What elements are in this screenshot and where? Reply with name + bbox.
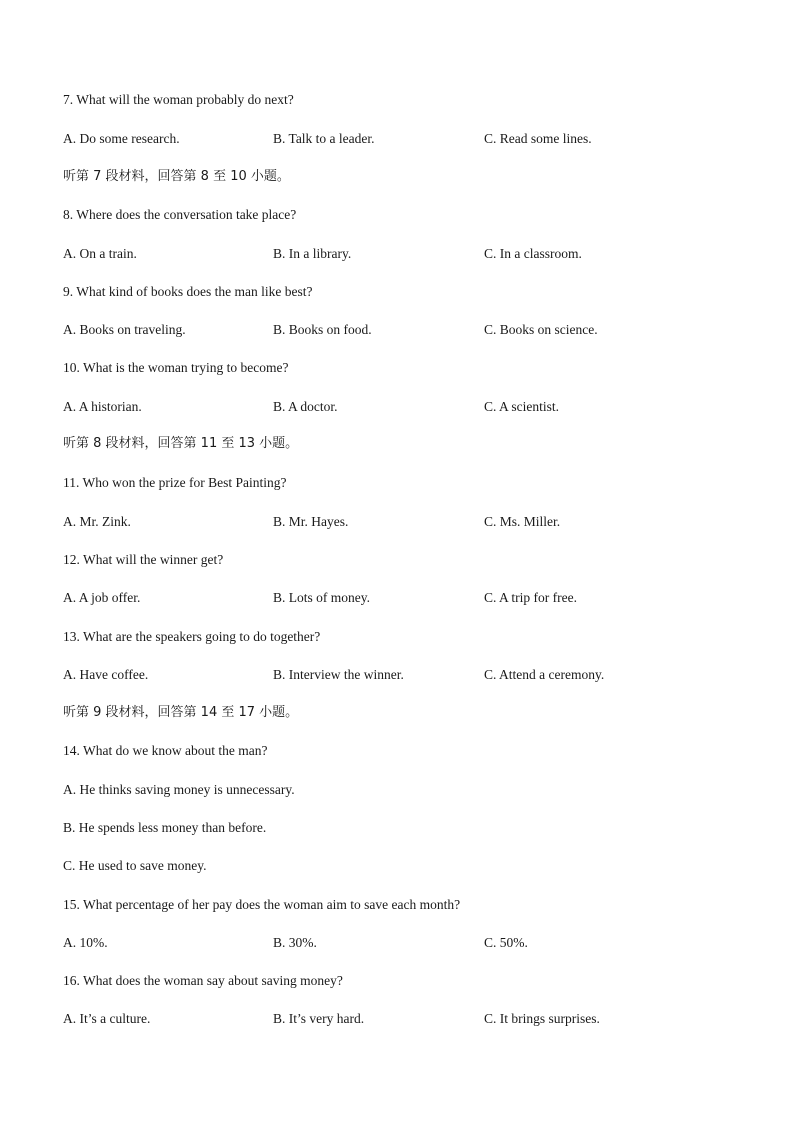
- option-a: A. Books on traveling.: [63, 322, 186, 337]
- question-10: 10. What is the woman trying to become?: [63, 360, 289, 375]
- option-c: C. He used to save money.: [63, 858, 207, 873]
- question-12: 12. What will the winner get?: [63, 552, 224, 567]
- option-c: C. Read some lines.: [484, 131, 592, 146]
- question-14: 14. What do we know about the man?: [63, 743, 268, 758]
- option-c: C. It brings surprises.: [484, 1011, 600, 1026]
- option-a: A. Have coffee.: [63, 667, 149, 682]
- section-heading: 听第 7 段材料，回答第 8 至 10 小题。: [63, 169, 290, 184]
- option-b: B. 30%.: [273, 935, 317, 950]
- question-8: 8. Where does the conversation take place?: [63, 207, 297, 222]
- option-c: C. 50%.: [484, 935, 528, 950]
- option-a: A. Do some research.: [63, 131, 180, 146]
- option-a: A. A job offer.: [63, 590, 141, 605]
- option-b: B. It’s very hard.: [273, 1011, 365, 1026]
- question-15: 15. What percentage of her pay does the woman aim to save each month?: [63, 897, 461, 912]
- option-a: A. 10%.: [63, 935, 108, 950]
- option-a: A. On a train.: [63, 246, 137, 261]
- section-heading: 听第 8 段材料，回答第 11 至 13 小题。: [63, 436, 299, 451]
- option-b: B. He spends less money than before.: [63, 820, 267, 835]
- option-a: A. Mr. Zink.: [63, 514, 131, 529]
- question-13: 13. What are the speakers going to do together?: [63, 629, 321, 644]
- option-c: C. Ms. Miller.: [484, 514, 561, 529]
- option-b: B. Mr. Hayes.: [273, 514, 349, 529]
- question-9: 9. What kind of books does the man like best?: [63, 284, 313, 299]
- option-a: A. A historian.: [63, 399, 142, 414]
- option-a: A. He thinks saving money is unnecessary.: [63, 782, 295, 797]
- option-c: C. In a classroom.: [484, 246, 582, 261]
- question-11: 11. Who won the prize for Best Painting?: [63, 475, 287, 490]
- option-a: A. It’s a culture.: [63, 1011, 151, 1026]
- question-16: 16. What does the woman say about saving money?: [63, 973, 343, 988]
- option-c: C. Attend a ceremony.: [484, 667, 605, 682]
- option-c: C. Books on science.: [484, 322, 598, 337]
- question-7: 7. What will the woman probably do next?: [63, 92, 294, 107]
- option-b: B. A doctor.: [273, 399, 338, 414]
- option-b: B. Lots of money.: [273, 590, 370, 605]
- option-b: B. Interview the winner.: [273, 667, 404, 682]
- option-c: C. A scientist.: [484, 399, 560, 414]
- option-b: B. Books on food.: [273, 322, 372, 337]
- option-b: B. Talk to a leader.: [273, 131, 375, 146]
- section-heading: 听第 9 段材料，回答第 14 至 17 小题。: [63, 705, 299, 720]
- option-b: B. In a library.: [273, 246, 352, 261]
- option-c: C. A trip for free.: [484, 590, 577, 605]
